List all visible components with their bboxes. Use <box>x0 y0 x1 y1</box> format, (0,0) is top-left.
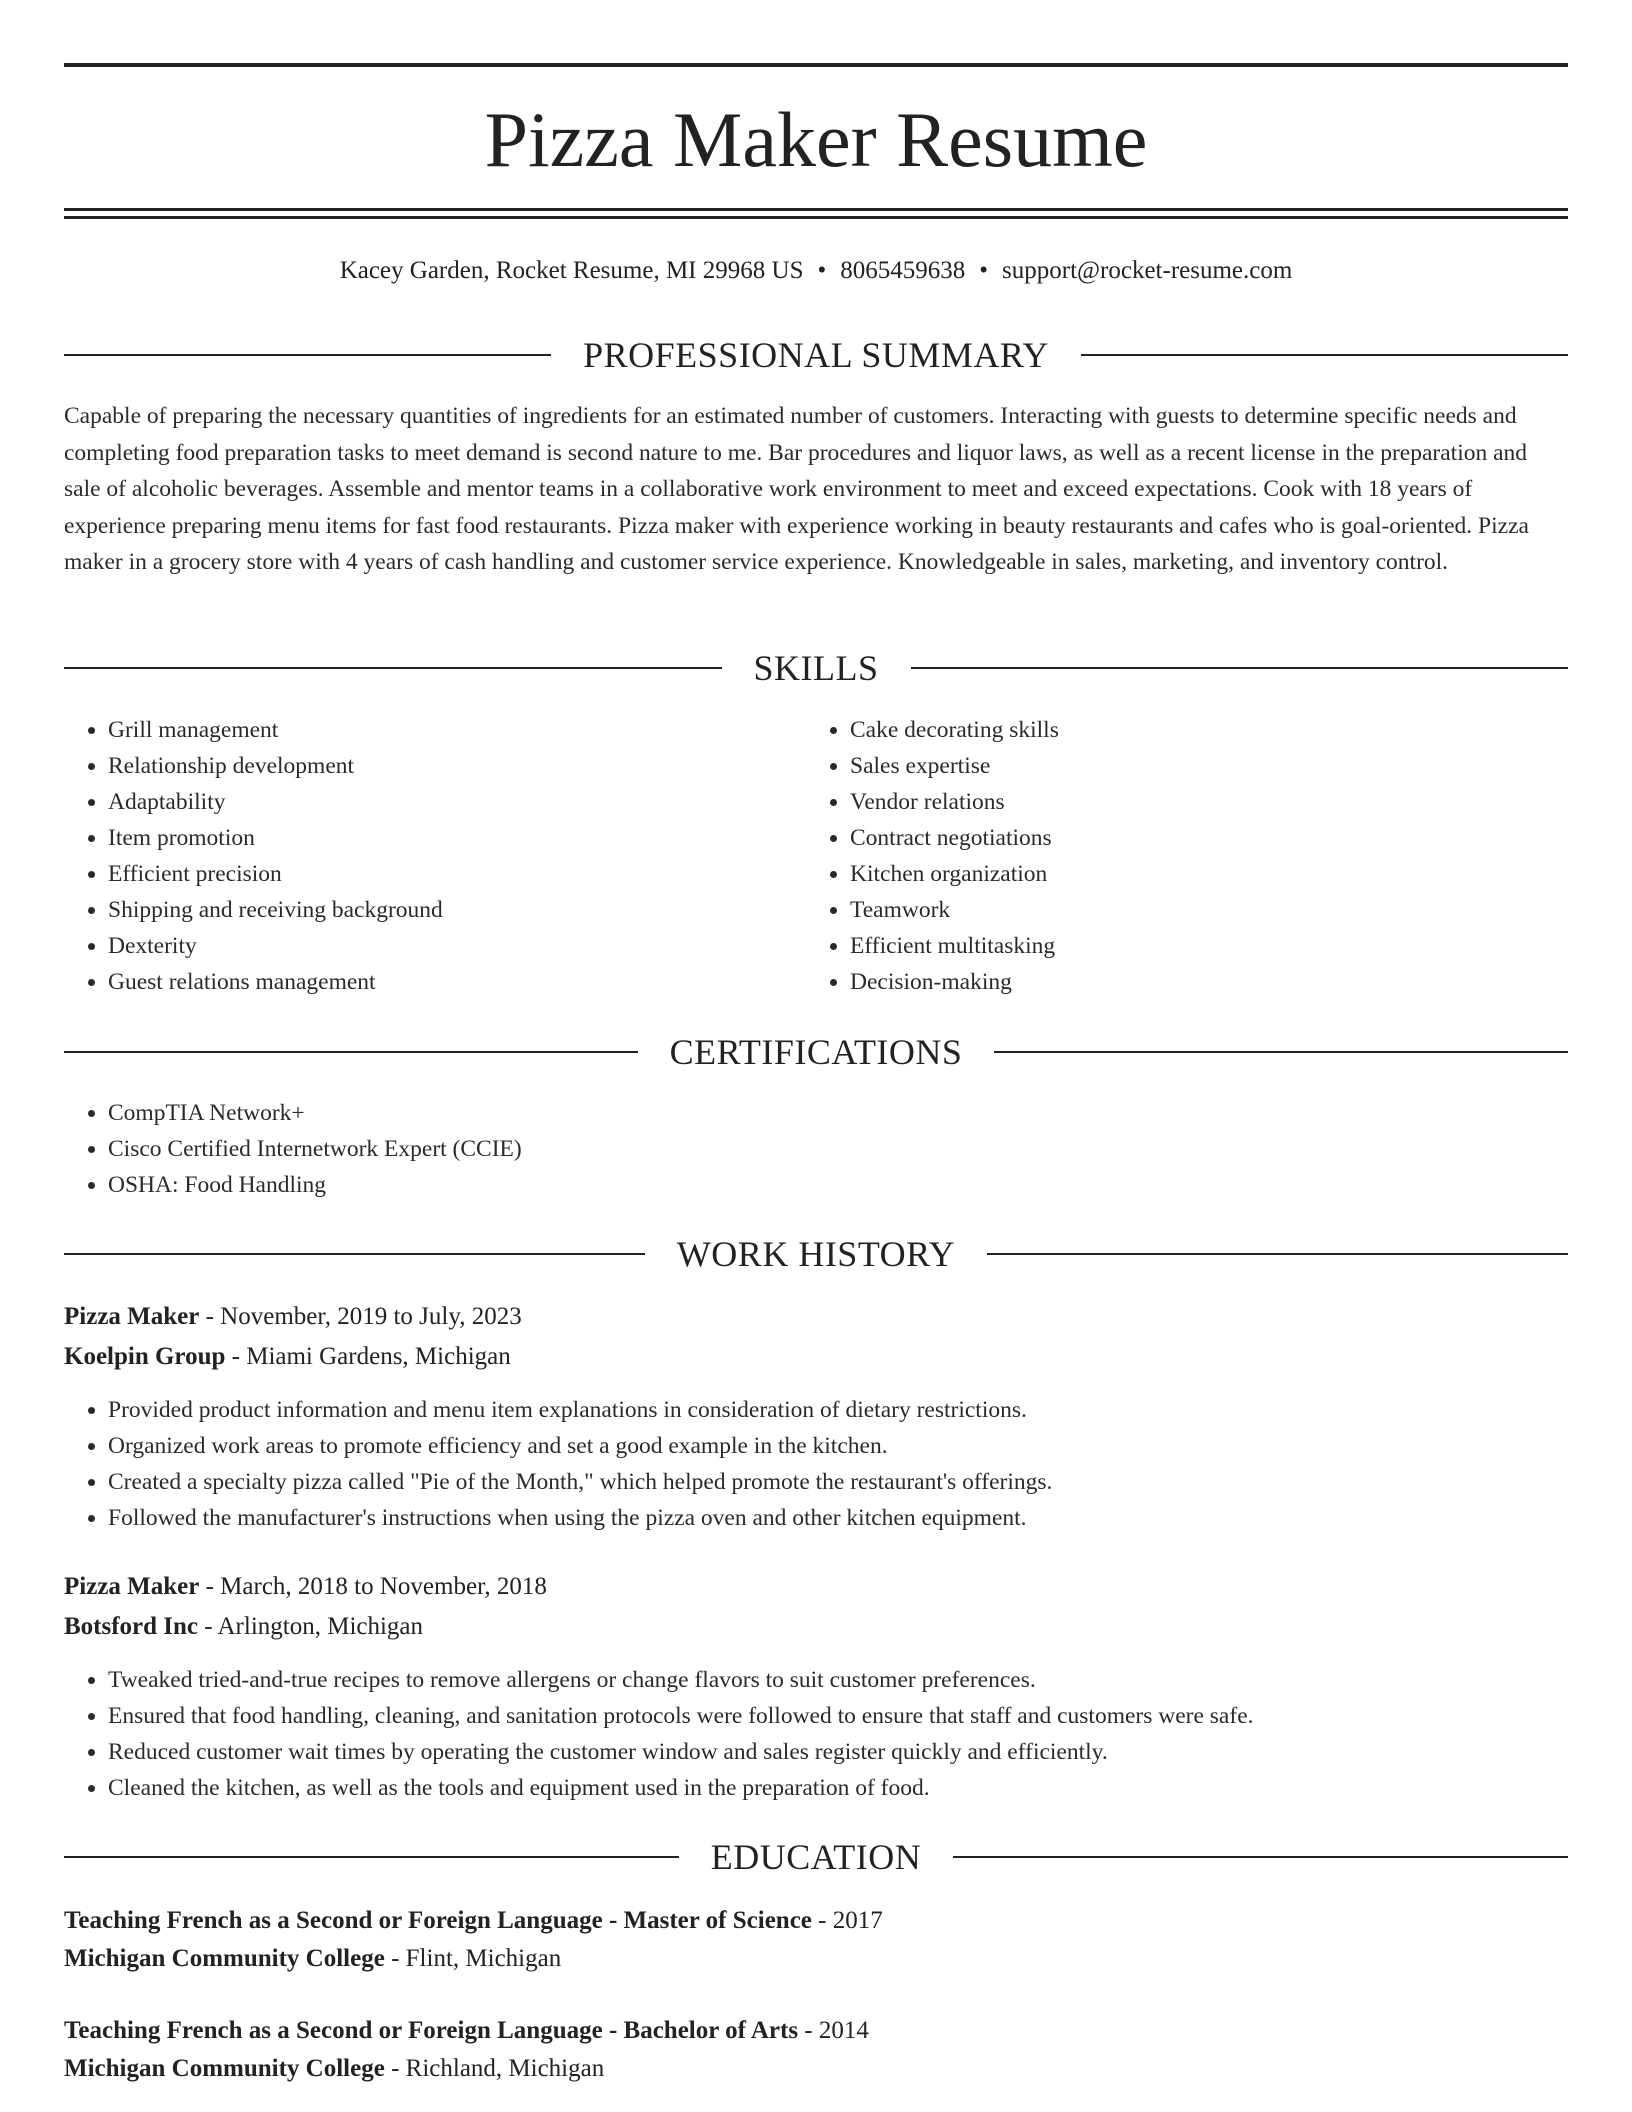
heading-rule-left <box>64 1253 645 1255</box>
job-bullets <box>64 1662 1568 1806</box>
job-dates: - March, 2018 to November, 2018 <box>199 1573 547 1600</box>
top-rule <box>64 63 1568 67</box>
education-degree-line <box>64 2011 1568 2051</box>
education-school: Michigan Community College <box>64 2055 385 2082</box>
job-bullet: • Cleaned the kitchen, as well as the tools and equipment used in the preparation of food. <box>108 1770 1568 1806</box>
job-company-line <box>64 1337 1568 1377</box>
education-school-line <box>64 2049 1568 2089</box>
heading-rule-left <box>64 354 551 356</box>
job-company: Koelpin Group <box>64 1343 226 1370</box>
contact-address: Kacey Garden, Rocket Resume, MI 29968 US <box>339 257 804 284</box>
title-rule-lower <box>64 216 1568 219</box>
education-school: Michigan Community College <box>64 1945 385 1972</box>
education-school-line <box>64 1939 1568 1979</box>
job-title-line <box>64 1567 1568 1607</box>
summary-heading <box>64 333 1568 377</box>
job-title: Pizza Maker <box>64 1573 200 1600</box>
certifications-list <box>64 1095 1568 1203</box>
skill-item: • Shipping and receiving background <box>108 892 808 928</box>
skills-heading <box>64 646 1568 690</box>
heading-rule-right <box>953 1856 1568 1858</box>
resume-title: Pizza Maker Resume <box>484 96 1148 183</box>
certification-item: • OSHA: Food Handling <box>108 1167 1568 1203</box>
job-location: - Miami Gardens, Michigan <box>225 1343 511 1370</box>
skill-item: • Item promotion <box>108 820 808 856</box>
skills-heading-label: SKILLS <box>753 648 879 688</box>
skill-item: • Adaptability <box>108 784 808 820</box>
education-year: - 2014 <box>798 2017 869 2044</box>
title-rule-upper <box>64 208 1568 211</box>
contact-separator: • <box>817 257 827 284</box>
summary-text: Capable of preparing the necessary quantities of ingredients for an estimated number of customers. Interacting with guests to determine specific needs and completing food preparation tasks to meet demand is second nature to me. Bar procedures and liquor laws, as well as a recent license in the preparation and sale of alcoholic beverages. Assemble and mentor teams in a collaborative work environment to meet and exceed expectations. Cook with 18 years of experience preparing menu items for fast food restaurants. Pizza maker with experience working in beauty restaurants and cafes who is goal-oriented. Pizza maker in a grocery store with 4 years of cash handling and customer service experience. Knowledgeable in sales, marketing, and inventory control. <box>64 403 1529 575</box>
job-title-line <box>64 1297 1568 1337</box>
education-degree: Teaching French as a Second or Foreign Language - Bachelor of Arts <box>64 2017 799 2044</box>
skills-list-left <box>64 712 808 1000</box>
contact-separator: • <box>979 257 989 284</box>
skill-item: • Vendor relations <box>850 784 1550 820</box>
skills-list-right <box>806 712 1550 1000</box>
job-dates: - November, 2019 to July, 2023 <box>199 1303 522 1330</box>
job-bullet: • Tweaked tried-and-true recipes to remove allergens or change flavors to suit customer preferences. <box>108 1662 1568 1698</box>
summary-heading-label: PROFESSIONAL SUMMARY <box>583 335 1049 375</box>
job-location: - Arlington, Michigan <box>198 1613 424 1640</box>
certifications-heading-label: CERTIFICATIONS <box>669 1032 963 1072</box>
skill-item: • Teamwork <box>850 892 1550 928</box>
skill-item: • Guest relations management <box>108 964 808 1000</box>
skill-item: • Dexterity <box>108 928 808 964</box>
job-bullet: • Ensured that food handling, cleaning, and sanitation protocols were followed to ensure that staff and customers were safe. <box>108 1698 1568 1734</box>
contact-email: support@rocket-resume.com <box>1002 257 1293 284</box>
heading-rule-left <box>64 1856 679 1858</box>
education-year: - 2017 <box>811 1907 883 1934</box>
skill-item: • Kitchen organization <box>850 856 1550 892</box>
certification-item: • CompTIA Network+ <box>108 1095 1568 1131</box>
skill-item: • Contract negotiations <box>850 820 1550 856</box>
heading-rule-right <box>987 1253 1568 1255</box>
skill-item: • Grill management <box>108 712 808 748</box>
job-bullet: • Followed the manufacturer's instructions when using the pizza oven and other kitchen equipment. <box>108 1500 1568 1536</box>
certifications-heading <box>64 1030 1568 1074</box>
education-location: - Flint, Michigan <box>384 1945 562 1972</box>
heading-rule-left <box>64 1051 638 1053</box>
work-heading-label: WORK HISTORY <box>676 1234 956 1274</box>
job-company-line <box>64 1607 1568 1647</box>
job-bullet: • Organized work areas to promote efficiency and set a good example in the kitchen. <box>108 1428 1568 1464</box>
education-degree-line <box>64 1901 1568 1941</box>
education-location: - Richland, Michigan <box>384 2055 605 2082</box>
job-title: Pizza Maker <box>64 1303 200 1330</box>
skill-item: • Decision-making <box>850 964 1550 1000</box>
job-bullet: • Provided product information and menu item explanations in consideration of dietary restrictions. <box>108 1392 1568 1428</box>
contact-line <box>64 254 1568 288</box>
skill-item: • Efficient multitasking <box>850 928 1550 964</box>
job-company: Botsford Inc <box>64 1613 199 1640</box>
contact-phone: 8065459638 <box>840 257 966 284</box>
skill-item: • Cake decorating skills <box>850 712 1550 748</box>
education-heading <box>64 1835 1568 1879</box>
heading-rule-left <box>64 667 722 669</box>
job-bullet: • Reduced customer wait times by operating the customer window and sales register quickly and efficiently. <box>108 1734 1568 1770</box>
education-degree: Teaching French as a Second or Foreign Language - Master of Science <box>64 1907 812 1934</box>
job-bullet: • Created a specialty pizza called "Pie of the Month," which helped promote the restaurant's offerings. <box>108 1464 1568 1500</box>
heading-rule-right <box>911 667 1569 669</box>
skill-item: • Efficient precision <box>108 856 808 892</box>
skill-item: • Relationship development <box>108 748 808 784</box>
work-heading <box>64 1232 1568 1276</box>
education-heading-label: EDUCATION <box>710 1837 922 1877</box>
skill-item: • Sales expertise <box>850 748 1550 784</box>
job-bullets <box>64 1392 1568 1536</box>
heading-rule-right <box>994 1051 1568 1053</box>
heading-rule-right <box>1081 354 1568 356</box>
certification-item: • Cisco Certified Internetwork Expert (CCIE) <box>108 1131 1568 1167</box>
